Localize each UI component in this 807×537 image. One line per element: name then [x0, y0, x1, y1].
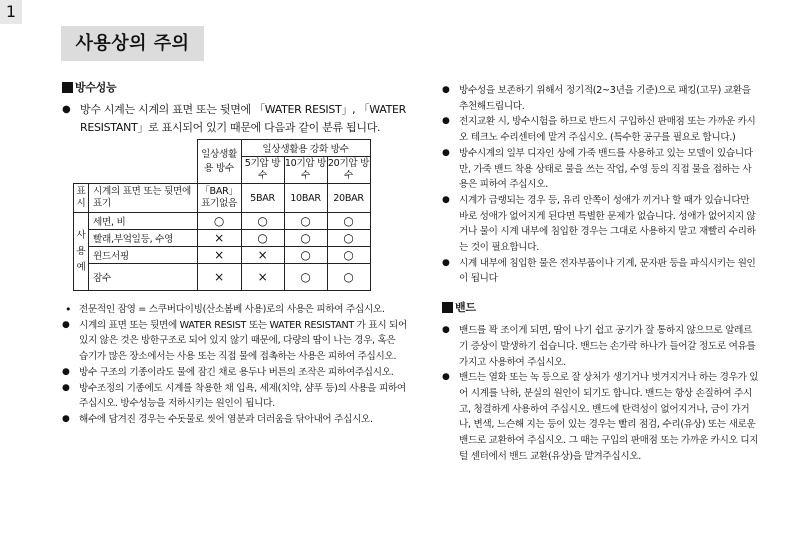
page-title: 사용상의 주의 — [61, 26, 204, 61]
use-cell: ○ — [197, 213, 241, 230]
note-item: ● 방수 구조의 기종이라도 물에 잠긴 채로 용두나 버튼의 조작은 피하여주십시오. — [62, 365, 407, 381]
use-row-label: 윈드서핑 — [89, 247, 197, 264]
col-5atm: 5기압 방수 — [241, 157, 284, 184]
left-column — [62, 79, 407, 428]
display-10bar: 10BAR — [284, 184, 327, 213]
row-group-use: 사용예 — [74, 213, 89, 291]
use-cell: ○ — [327, 247, 370, 264]
use-cell: ○ — [327, 264, 370, 291]
waterproof-table — [73, 139, 371, 291]
use-row-label: 빨래,부엌일등, 수영 — [89, 230, 197, 247]
use-row-label: 잠수 — [89, 264, 197, 291]
right-column — [442, 83, 760, 464]
care-item: ● 시계 내부에 침입한 물은 전자부품이나 기계, 문자판 등을 파식시키는 원인이 됩니다 — [442, 256, 760, 287]
row-label-display: 시계의 표면 또는 뒷면에 표기 — [89, 184, 197, 213]
col-daily: 일상생활용 방수 — [197, 140, 241, 184]
display-daily: 「BAR」 표기없음 — [197, 184, 241, 213]
waterproof-heading — [62, 79, 407, 95]
note-item: ● 해수에 담겨진 경우는 수돗물로 씻어 염분과 더러움을 닦아내어 주십시오. — [62, 412, 407, 428]
note-item: ● 시계의 표면 또는 뒷면에 WATER RESIST 또는 WATER RESISTANT 가 표시 되어 있지 않은 것은 방한구조로 되어 있지 않기 때문에, 다량의 땀이 나는 경우, 혹은 습기가 많은 장소에서는 사용 또는 직접 물에 접촉하는 사용은 피하여 주십시오. — [62, 318, 407, 365]
display-20bar: 20BAR — [327, 184, 370, 213]
use-cell: × — [241, 264, 284, 291]
use-cell: ○ — [284, 247, 327, 264]
row-group-display: 표시 — [74, 184, 89, 213]
use-cell: ○ — [241, 230, 284, 247]
use-cell: × — [197, 247, 241, 264]
heading-square-icon — [62, 82, 73, 93]
use-cell: ○ — [327, 230, 370, 247]
use-cell: ○ — [284, 230, 327, 247]
col-enhanced: 일상생활용 강화 방수 — [241, 140, 370, 157]
band-heading — [442, 299, 760, 315]
use-cell: × — [197, 230, 241, 247]
use-cell: ○ — [241, 213, 284, 230]
use-cell: × — [197, 264, 241, 291]
display-5bar: 5BAR — [241, 184, 284, 213]
page-number: 1 — [0, 0, 22, 24]
care-item: ● 전지교환 시, 방수시험을 하므로 반드시 구입하신 판매점 또는 가까운 카시오 테크노 수리센터에 맡겨 주십시오. (특수한 공구를 필요로 합니다.) — [442, 114, 760, 145]
waterproof-intro: ● 방수 시계는 시계의 표면 또는 뒷면에 「WATER RESIST」, 「WATER RESISTANT」로 표시되어 있기 때문에 다음과 같이 분류 됩니다. — [62, 101, 407, 137]
care-item: ● 방수성을 보존하기 위해서 정기적(2~3년을 기준)으로 패킹(고무) 교환을 추천해드립니다. — [442, 83, 760, 114]
care-item: ● 시계가 급랭되는 경우 등, 유리 안쪽이 성애가 끼거나 할 때가 있습니다만 바로 성애가 없어지게 된다면 특별한 문제가 없습니다. 성애가 없어지지 않거나 물이 시계 내부에 침입한 경우는 그대로 사용하지 말고 재빨리 수리하는 것이 필요합니다. — [442, 193, 760, 256]
band-item: ● 밴드는 열화 또는 녹 등으로 잘 상처가 생기거나 벗겨지거나 하는 경우가 있어 시계를 낙하, 분실의 원인이 되기도 합니다. 밴드는 항상 손질하여 주시고, 청결하게 사용하여 주십시오. 밴드에 탄력성이 없어지거나, 금이 가거나, 변색, 느슨해 지는 등이 있는 경우는 빨리 점검, 수리(유상) 또는 새로운 밴드로 교환하여 주십시오. 그 때는 구입의 판매점 또는 가까운 카시오 디지털 센터에서 밴드 교환(유상)을 맡겨주십시오. — [442, 370, 760, 464]
heading-square-icon — [442, 302, 453, 313]
care-item: ● 방수시계의 일부 디자인 상에 가죽 밴드를 사용하고 있는 모델이 있습니다만, 가죽 밴드 착용 상태로 물을 쓰는 작업, 수영 등의 직접 물을 접하는 사용은 피하여 주십시오. — [442, 146, 760, 193]
note-item: • 전문적인 잠영 = 스쿠버다이빙(산소봄베 사용)로의 사용은 피하여 주십시오. — [62, 302, 407, 318]
col-20atm: 20기압 방수 — [327, 157, 370, 184]
use-row-label: 세면, 비 — [89, 213, 197, 230]
use-cell: × — [241, 247, 284, 264]
band-heading-text: 밴드 — [455, 301, 476, 315]
waterproof-heading-text: 방수성능 — [75, 81, 117, 94]
use-cell: ○ — [284, 213, 327, 230]
note-item: ● 방수조정의 기종에도 시계를 착용한 채 입욕, 세제(치약, 샴푸 등)의 사용을 피하여주십시오. 방수성능을 저하시키는 원인이 됩니다. — [62, 381, 407, 412]
use-cell: ○ — [327, 213, 370, 230]
waterproof-notes — [62, 302, 407, 428]
band-item: ● 밴드를 꽉 조이게 되면, 땀이 나기 쉽고 공기가 잘 통하지 않으므로 알레르기 증상이 발생하기 쉽습니다. 밴드는 손가락 하나가 들어갈 정도로 여유를 가지고 사용하여 주십시오. — [442, 323, 760, 370]
use-cell: ○ — [284, 264, 327, 291]
col-10atm: 10기압 방수 — [284, 157, 327, 184]
